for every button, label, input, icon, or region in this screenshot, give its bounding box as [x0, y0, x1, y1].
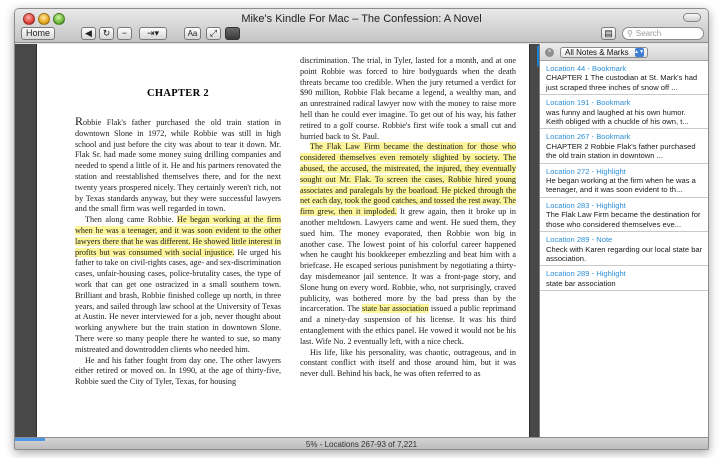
- note-item[interactable]: Location 44 - Bookmark CHAPTER 1 The custodian at St. Mark's had just scraped three inches of snow off ...: [540, 61, 709, 95]
- fullscreen-icon[interactable]: ⤢: [206, 27, 221, 40]
- paragraph: He and his father fought from day one. The other lawyers either retired or moved on. In 1990, at the age of thirty-five, Robbie sued the City of Tyler, Texas, for housing: [75, 355, 281, 387]
- paragraph: The Flak Law Firm became the destination for those who considered themselves even remotely slighted by society. The abused, the accused, the mistreated, the injured, they eventually sought out Mr. Flak. To screen the cases, Robbie hired young associates and paralegals by the boatload. He picked through the net each day, took the good catches, and tossed the rest away. The firm grew, then it imploded. It grew again, then it broke up in another meltdown. Lawyers came and went. He sued them, they sued him. The money evaporated, then Robbie won big in another case. The lowest point of his colorful career happened when he caught his bookkeeper embezzling and beat him with a briefcase. He escaped serious punishment by negotiating a thirty-day misdemeanor jail sentence. It was a front-page story, and Slone hung on every word. Robbie, who, not surprisingly, craved publicity, was bothered more by the bad press than by the incarceration. The state bar association issued a public reprimand and a ninety-day suspension of his license. It was his third entanglement with the ethics panel. He vowed it would not be his last. Wife No. 2 eventually left, with a nice check.: [300, 142, 517, 346]
- note-item[interactable]: Location 283 - Highlight The Flak Law Firm became the destination for those who considered themselves eve...: [540, 198, 709, 232]
- paragraph: Then along came Robbie. He began working at the firm when he was a teenager, and it was soon evident to the other lawyers there that he was different. He showed little interest in profits but was consumed with social injustice. He urged his father to take on civil-rights cases, age- and sex-discrimination cases, unfair-housing cases, police-brutality cases, the type of work that can get one ostracized in a small southern town. Brilliant and brash, Robbie finished college up north, in three years, and sailed through law school at the University of Texas at Austin. He never interviewed for a job, never thought about working anywhere but the train station in downtown Slone. There were so many people there he wanted to sue, so many mistreated and downtrodden clients who needed him.: [75, 215, 281, 354]
- note-item[interactable]: Location 289 - Note Check with Karen regarding our local state bar association.: [540, 232, 709, 266]
- chevron-updown-icon: ▲▼: [634, 49, 645, 55]
- remove-bookmark-icon[interactable]: −: [117, 27, 132, 40]
- kindle-window: [14, 8, 709, 450]
- chapter-heading: CHAPTER 2: [147, 88, 209, 99]
- search-icon: ⚲: [627, 29, 633, 38]
- book-page[interactable]: [36, 44, 530, 437]
- sync-icon[interactable]: ↻: [99, 27, 114, 40]
- font-size-button[interactable]: Aa: [184, 27, 201, 40]
- notes-filter-select[interactable]: All Notes & Marks ▲▼: [560, 47, 648, 58]
- right-column: [300, 56, 516, 380]
- status-bar: [15, 437, 708, 450]
- sidebar-header: [540, 44, 709, 61]
- search-input[interactable]: [622, 27, 704, 40]
- notes-panel-icon[interactable]: ▤: [601, 27, 616, 40]
- close-icon[interactable]: ×: [545, 48, 554, 57]
- note-item[interactable]: Location 272 - Highlight He began working at the firm when he was a teenager, and it was soon evident to th...: [540, 164, 709, 198]
- note-item[interactable]: Location 289 - Highlight state bar association: [540, 266, 709, 291]
- highlight[interactable]: The Flak Law Firm became the destination for those who considered themselves even remotely slighted by society. The abused, the accused, the mistreated, the injured, they eventually sought out Mr. Flak. To screen the cases, Robbie hired young associates and paralegals by the boatload. He picked through the net each day, took the good catches, and tossed the rest away. The firm grew, then it imploded.: [300, 142, 516, 217]
- paragraph: Robbie Flak's father purchased the old train station in downtown Slone in 1972, while Robbie was still in high school and just before the city was about to tear it down. Mr. Flak Sr. had made some money suing drilling companies and needed to spend a little of it. He and his partners renovated the station and reestablished themselves there, and for the next twenty years prospered nicely. They certainly weren't rich, not by Texas standards anyway, but they were successful lawyers and the small firm was well regarded in town.: [75, 114, 281, 214]
- highlight[interactable]: He began working at the firm when he was a teenager, and it was soon evident to the other lawyers there that he was different. He showed little interest in profits but was consumed with social injustice.: [75, 215, 281, 257]
- note-item[interactable]: Location 267 - Bookmark CHAPTER 2 Robbie Flak's father purchased the old train station in downtown ...: [540, 129, 709, 163]
- drop-cap: R: [75, 114, 84, 128]
- back-icon[interactable]: ◀: [81, 27, 96, 40]
- home-button[interactable]: Home: [21, 27, 55, 40]
- left-column: [75, 116, 281, 388]
- location-status: 5% - Locations 267-93 of 7,221: [305, 440, 418, 449]
- search-placeholder: Search: [635, 29, 662, 38]
- paragraph: His life, like his personality, was chaotic, outrageous, and in constant conflict with itself and those around him, but it was never dull. Behind his back, he was often referred to as: [300, 347, 516, 379]
- view-mode-icon[interactable]: [225, 27, 240, 40]
- toolbar-toggle-button[interactable]: [683, 13, 701, 22]
- window-title: Mike's Kindle For Mac – The Confession: A Novel: [241, 13, 482, 25]
- note-item[interactable]: Location 191 - Bookmark was funny and laughed at his own humor. Keith obliged with a chuckle of his own, t...: [540, 95, 709, 129]
- go-to-menu-icon[interactable]: ⇥▾: [139, 27, 167, 40]
- notes-sidebar: [539, 44, 709, 437]
- highlight-with-note[interactable]: state bar association: [362, 304, 429, 314]
- paragraph: discrimination. The trial, in Tyler, lasted for a month, and at one point Robbie was forced to hire bodyguards when the death threats became too credible. When the jury returned a verdict for $90 million, Robbie Flak became a legend, a wealthy man, and an unrestrained radical lawyer now with the money to raise more hell than he could ever imagine. To get out of his way, his father retired to a golf course. Robbie's first wife took a small cut and hurried back to St. Paul.: [300, 56, 516, 141]
- title-bar: [15, 9, 708, 43]
- reading-pane[interactable]: [15, 44, 539, 437]
